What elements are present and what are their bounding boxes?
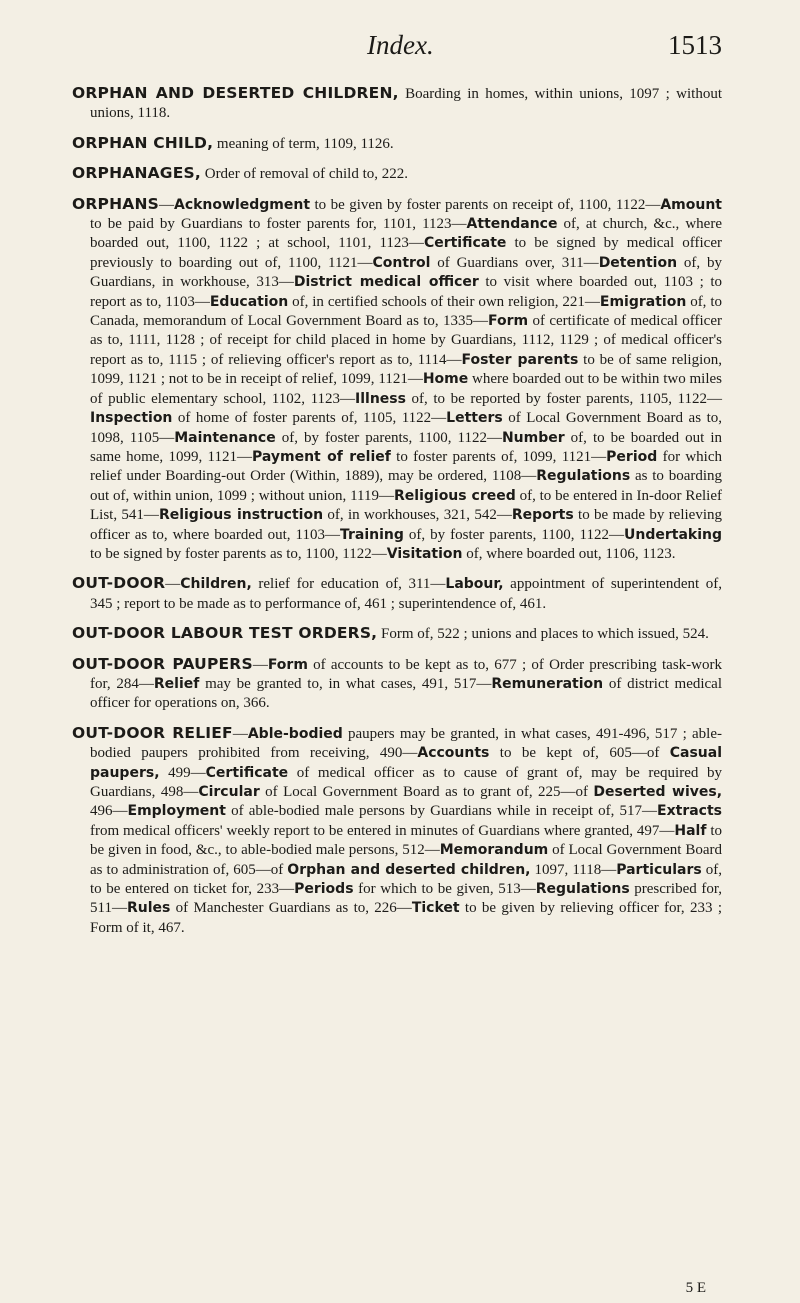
entry-text: to be made by relieving officer as to, where boarded out, 1103— (90, 507, 723, 543)
entry-subheading: Half (674, 822, 707, 839)
entry-subheading: Visitation (386, 545, 463, 562)
entry-text: Boarding in homes, within unions, 1097 ; without unions, 1118. (90, 86, 722, 122)
entry-text: of medical officer as to cause of grant of, may be required by Guardians, 498— (90, 764, 722, 800)
entry-text: of, by foster parents, 1100, 1122— (275, 429, 502, 446)
entry-subheading: Orphan and deserted children, (287, 861, 531, 878)
index-entry (72, 195, 722, 565)
entry-subheading: Religious instruction (158, 507, 324, 524)
entry-text: meaning of term, 1109, 1126. (213, 135, 394, 152)
entry-subheading: Children, (180, 576, 252, 593)
entry-subheading: Extracts (657, 803, 722, 820)
entry-subheading: Reports (511, 507, 574, 524)
entry-text: of Local Government Board as to administration of, 605—of (90, 842, 722, 878)
entry-text: to be signed by foster parents as to, 1100, 1122— (90, 545, 387, 562)
entry-text: of Guardians over, 311— (430, 254, 599, 271)
entry-headword: OUT-DOOR PAUPERS (72, 654, 253, 673)
entry-subheading: Form (488, 313, 529, 330)
entry-text: from medical officers' weekly report to be entered in minutes of Guardians where granted, 497— (90, 822, 675, 839)
entry-headword: ORPHAN CHILD, (72, 133, 214, 152)
entry-subheading: Certificate (205, 764, 289, 781)
entry-text: of, to be entered in In-door Relief List, 541— (90, 487, 722, 524)
entry-subheading: Certificate (423, 235, 507, 252)
entry-subheading: Period (606, 448, 658, 465)
entry-text: to be given by foster parents on receipt of, 1100, 1122— (310, 196, 661, 213)
entry-subheading: Maintenance (174, 429, 276, 446)
page-number: 1513 (668, 30, 722, 60)
entry-text: to be paid by Guardians to foster parents for, 1101, 1123— (90, 216, 467, 233)
entry-subheading: Regulations (536, 468, 631, 485)
entry-text: relief for education of, 311— (251, 576, 446, 593)
entry-subheading: Education (209, 293, 289, 310)
entry-subheading: Circular (198, 784, 260, 800)
entry-text: for which to be given, 513— (353, 881, 536, 898)
entry-text: 1097, 1118— (530, 861, 617, 878)
entry-headword: ORPHANS (72, 194, 159, 213)
entry-subheading: Remuneration (491, 675, 604, 692)
entry-subheading: Amount (660, 196, 722, 213)
entry-text: of, to be entered on ticket for, 233— (90, 861, 722, 898)
entry-subheading: Detention (598, 254, 678, 271)
entry-subheading: Religious creed (394, 487, 516, 504)
entry-headword: ORPHANAGES, (72, 164, 201, 183)
entry-subheading: Regulations (535, 881, 630, 898)
entry-subheading: Accounts (417, 745, 490, 762)
entry-subheading: Foster parents (461, 351, 579, 368)
entry-text: of accounts to be kept as to, 677 ; of Order prescribing task-work for, 284— (90, 656, 722, 692)
entry-text: of district medical officer for operations on, 366. (90, 675, 722, 712)
entry-text: — (165, 576, 181, 593)
entry-subheading: Attendance (466, 216, 558, 233)
entry-text: to be kept of, 605—of (489, 745, 670, 762)
running-title: Index. (367, 30, 434, 60)
entry-subheading: Training (339, 526, 404, 543)
entry-subheading: Inspection (90, 410, 173, 427)
entry-text: of, in workhouses, 321, 542— (323, 507, 512, 524)
entry-text: appointment of superintendent of, 345 ; report to be made as to performance of, 461 ; superintendence of, 461. (90, 576, 722, 612)
index-entry (72, 164, 722, 184)
entry-text: where boarded out to be within two miles of public elementary school, 1102, 1123— (90, 371, 723, 407)
entry-subheading: Illness (355, 390, 406, 407)
entry-text: of Local Government Board as to grant of, 225—of (259, 784, 594, 800)
index-entry (72, 574, 722, 614)
entry-text: of, by Guardians, in workhouse, 313— (90, 254, 723, 291)
entry-subheading: paupers, (90, 764, 160, 781)
entry-text: — (232, 725, 248, 742)
entry-subheading: Labour, (445, 576, 504, 593)
entry-subheading: Form (267, 656, 308, 673)
entry-text: of, at church, &c., where boarded out, 1100, 1122 ; at school, 1101, 1123— (90, 216, 722, 252)
entry-subheading: District medical officer (293, 274, 479, 291)
entry-text: of Local Government Board as to, 1098, 1105— (90, 410, 722, 446)
entry-text: of certificate of medical officer as to, 1111, 1128 ; of receipt for child placed in home by Guardians, 1112, 1129 ; of medical officer's report as to, 1115 ; of relieving officer's report as to, 1114— (90, 313, 722, 368)
entry-text: of Manchester Guardians as to, 226— (170, 900, 412, 917)
entry-text: of, to be boarded out in same home, 1099, 1121— (90, 429, 722, 465)
entry-text: of, to Canada, memorandum of Local Government Board as to, 1335— (90, 293, 722, 330)
entry-subheading: Ticket (411, 900, 460, 917)
entry-subheading: Particulars (616, 861, 702, 878)
entry-text: as to boarding out of, within union, 1099 ; without union, 1119— (90, 468, 723, 504)
entry-text: of, in certified schools of their own religion, 221— (288, 293, 600, 310)
index-entry (72, 655, 722, 714)
entry-subheading: Relief (153, 675, 200, 692)
entry-headword: ORPHAN AND DESERTED CHILDREN, (72, 84, 399, 102)
entry-subheading: Emigration (599, 293, 687, 310)
entry-text: to foster parents of, 1099, 1121— (390, 448, 607, 465)
entry-headword: OUT-DOOR (72, 574, 166, 593)
entry-subheading: Number (501, 429, 565, 446)
entry-subheading: Letters (446, 410, 503, 427)
entry-text: to be of same religion, 1099, 1121 ; not to be in receipt of relief, 1099, 1121— (90, 351, 722, 388)
entry-subheading: Home (422, 371, 469, 388)
entry-text: prescribed for, 511— (90, 881, 723, 917)
entry-subheading: Employment (127, 803, 226, 820)
entry-subheading: Deserted wives, (593, 784, 723, 800)
index-entry (72, 624, 722, 644)
entry-text: may be granted to, in what cases, 491, 517— (199, 675, 492, 692)
entry-text: paupers may be granted, in what cases, 491-496, 517 ; able-bodied paupers prohibited from receiving, 490— (90, 725, 722, 762)
entry-text: 499— (159, 764, 206, 781)
entry-text: of, where boarded out, 1106, 1123. (462, 545, 676, 562)
entry-headword: OUT-DOOR LABOUR TEST ORDERS, (72, 624, 378, 643)
entry-subheading: Acknowledgment (173, 196, 311, 213)
entry-text: of able-bodied male persons by Guardians while in receipt of, 517— (225, 803, 658, 820)
entry-subheading: Control (372, 254, 431, 271)
index-entry (72, 84, 722, 124)
entry-subheading: Payment of relief (251, 448, 391, 465)
entry-text: of home of foster parents of, 1105, 1122— (172, 410, 447, 427)
entry-subheading: Undertaking (624, 526, 722, 543)
entry-text: 496— (90, 803, 128, 820)
entry-headword: OUT-DOOR RELIEF (72, 723, 233, 742)
entry-text: to be given by relieving officer for, 233 ; Form of it, 467. (90, 900, 722, 936)
index-entry (72, 724, 722, 938)
entry-text: — (252, 656, 268, 673)
entry-subheading: Memorandum (439, 842, 549, 859)
entry-text: for which relief under Boarding-out Order (Within, 1889), may be ordered, 1108— (90, 448, 723, 485)
entry-text: of, by foster parents, 1100, 1122— (403, 526, 624, 543)
entry-text: to visit where boarded out, 1103 ; to report as to, 1103— (90, 274, 723, 310)
index-entries (72, 84, 722, 938)
index-entry (72, 134, 722, 154)
entry-subheading: Able-bodied (247, 725, 343, 742)
entry-subheading: Periods (294, 881, 354, 898)
entry-text: to be given in food, &c., to able-bodied male persons, 512— (90, 822, 722, 859)
entry-text: to be signed by medical officer previously to boarding out of, 1100, 1121— (90, 235, 722, 271)
entry-subheading: Rules (126, 900, 171, 917)
entry-subheading: Casual (669, 745, 722, 762)
entry-text: — (158, 196, 174, 213)
entry-text: Order of removal of child to, 222. (200, 166, 409, 183)
entry-text: Form of, 522 ; unions and places to which issued, 524. (377, 626, 709, 643)
entry-text: of, to be reported by foster parents, 1105, 1122— (405, 390, 722, 407)
signature-mark: 5 E (685, 1280, 706, 1296)
running-head (72, 22, 722, 62)
